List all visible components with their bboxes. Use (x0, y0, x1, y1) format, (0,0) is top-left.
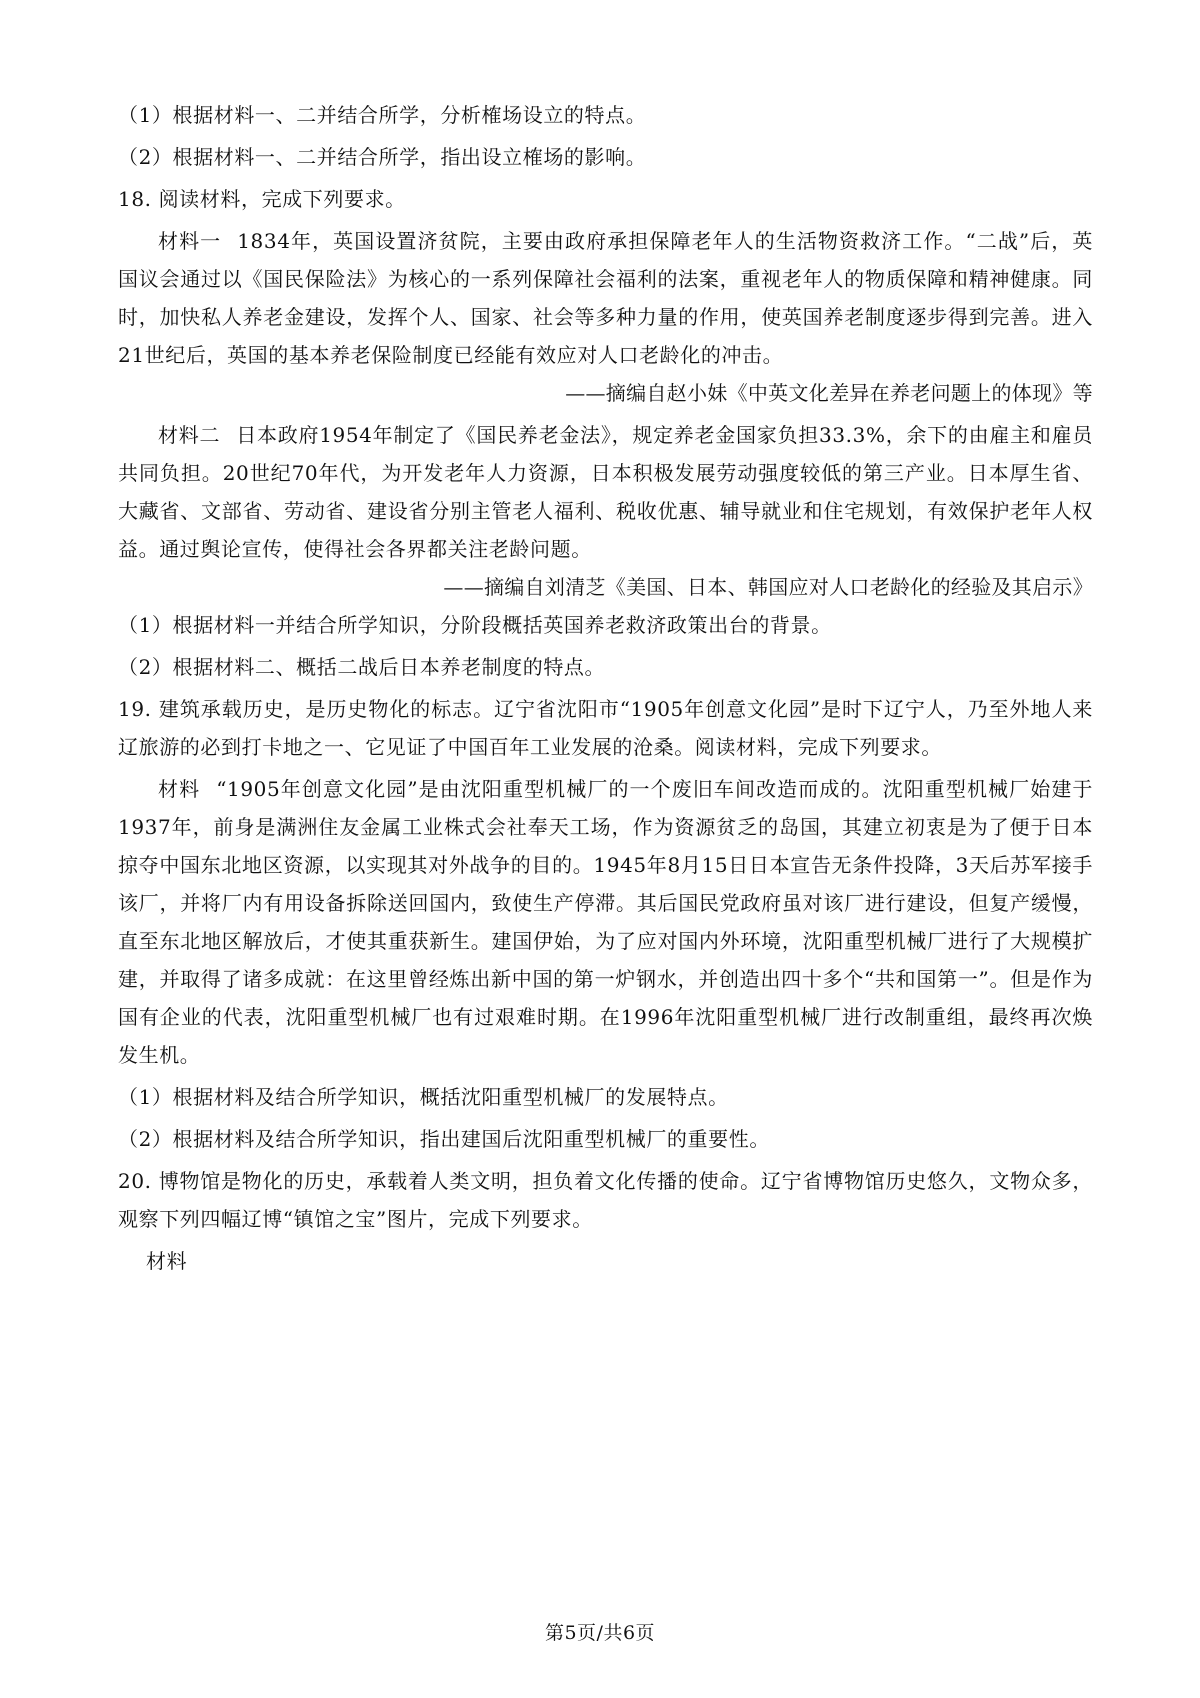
q18-stem: 18. 阅读材料，完成下列要求。 (118, 187, 406, 211)
q18-material-1-label: 材料一 (158, 229, 222, 253)
page-footer: 第5页/共6页 (544, 1622, 656, 1644)
q18-material-1 (118, 222, 1093, 374)
q18-material-2-text: 日本政府1954年制定了《国民养老金法》，规定养老金国家负担33.3%，余下的由雇主和雇员共同负担。20世纪70年代，为开发老年人力资源，日本积极发展劳动强度较低的第三产业。日本厚生省、大藏省、文部省、劳动省、建设省分别主管老人福利、税收优惠、辅导就业和住宅规划，有效保护老年人权益。通过舆论宣传，使得社会各界都关注老龄问题。 (118, 423, 1093, 561)
q19-material-text: “1905年创意文化园”是由沈阳重型机械厂的一个废旧车间改造而成的。沈阳重型机械厂始建于1937年，前身是满洲住友金属工业株式会社奉天工场，作为资源贫乏的岛国，其建立初衷是为了便于日本掠夺中国东北地区资源，以实现其对外战争的目的。1945年8月15日日本宣告无条件投降，3天后苏军接手该厂，并将厂内有用设备拆除送回国内，致使生产停滞。其后国民党政府虽对该厂进行建设，但复产缓慢，直至东北地区解放后，才使其重获新生。建国伊始，为了应对国内外环境，沈阳重型机械厂进行了大规模扩建，并取得了诸多成就：在这里曾经炼出新中国的第一炉钢水，并创造出四十多个“共和国第一”。但是作为国有企业的代表，沈阳重型机械厂也有过艰难时期。在1996年沈阳重型机械厂进行改制重组，最终再次焕发生机。 (118, 777, 1094, 1067)
q18-material-1-text: 1834年，英国设置济贫院，主要由政府承担保障老年人的生活物资救济工作。“二战”后，英国议会通过以《国民保险法》为核心的一系列保障社会福利的法案，重视老年人的物质保障和精神健康。同时，加快私人养老金建设，发挥个人、国家、社会等多种力量的作用，使英国养老制度逐步得到完善。进入21世纪后，英国的基本养老保险制度已经能有效应对人口老龄化的冲击。 (118, 229, 1093, 367)
q20-material-label: 材料 (146, 1249, 188, 1273)
q18-material-1-source: ——摘编自赵小妹《中英文化差异在养老问题上的体现》等 (565, 381, 1093, 405)
q17-sub-question-2: （2）根据材料一、二并结合所学，指出设立榷场的影响。 (118, 145, 647, 169)
q19-stem: 19. 建筑承载历史，是历史物化的标志。辽宁省沈阳市“1905年创意文化园”是时下辽宁人，乃至外地人来辽旅游的必到打卡地之一、它见证了中国百年工业发展的沧桑。阅读材料，完成下列要求。 (118, 697, 1093, 759)
page-content (118, 96, 1093, 1280)
q18-material-2-label: 材料二 (158, 423, 221, 447)
q18-sub-question-1: （1）根据材料一并结合所学知识，分阶段概括英国养老救济政策出台的背景。 (118, 613, 832, 637)
q18-material-2 (118, 416, 1093, 568)
q19-sub-question-1: （1）根据材料及结合所学知识，概括沈阳重型机械厂的发展特点。 (118, 1085, 729, 1109)
q19-sub-question-2: （2）根据材料及结合所学知识，指出建国后沈阳重型机械厂的重要性。 (118, 1127, 770, 1151)
q20-stem: 20. 博物馆是物化的历史，承载着人类文明，担负着文化传播的使命。辽宁省博物馆历史悠久，文物众多，观察下列四幅辽博“镇馆之宝”图片，完成下列要求。 (118, 1169, 1093, 1231)
q18-sub-question-2: （2）根据材料二、概括二战后日本养老制度的特点。 (118, 655, 606, 679)
q17-sub-question-1: （1）根据材料一、二并结合所学，分析榷场设立的特点。 (118, 103, 647, 127)
q19-material-label: 材料 (158, 777, 201, 801)
q19-material (118, 770, 1093, 1074)
q18-material-2-source: ——摘编自刘清芝《美国、日本、韩国应对人口老龄化的经验及其启示》 (443, 575, 1093, 599)
